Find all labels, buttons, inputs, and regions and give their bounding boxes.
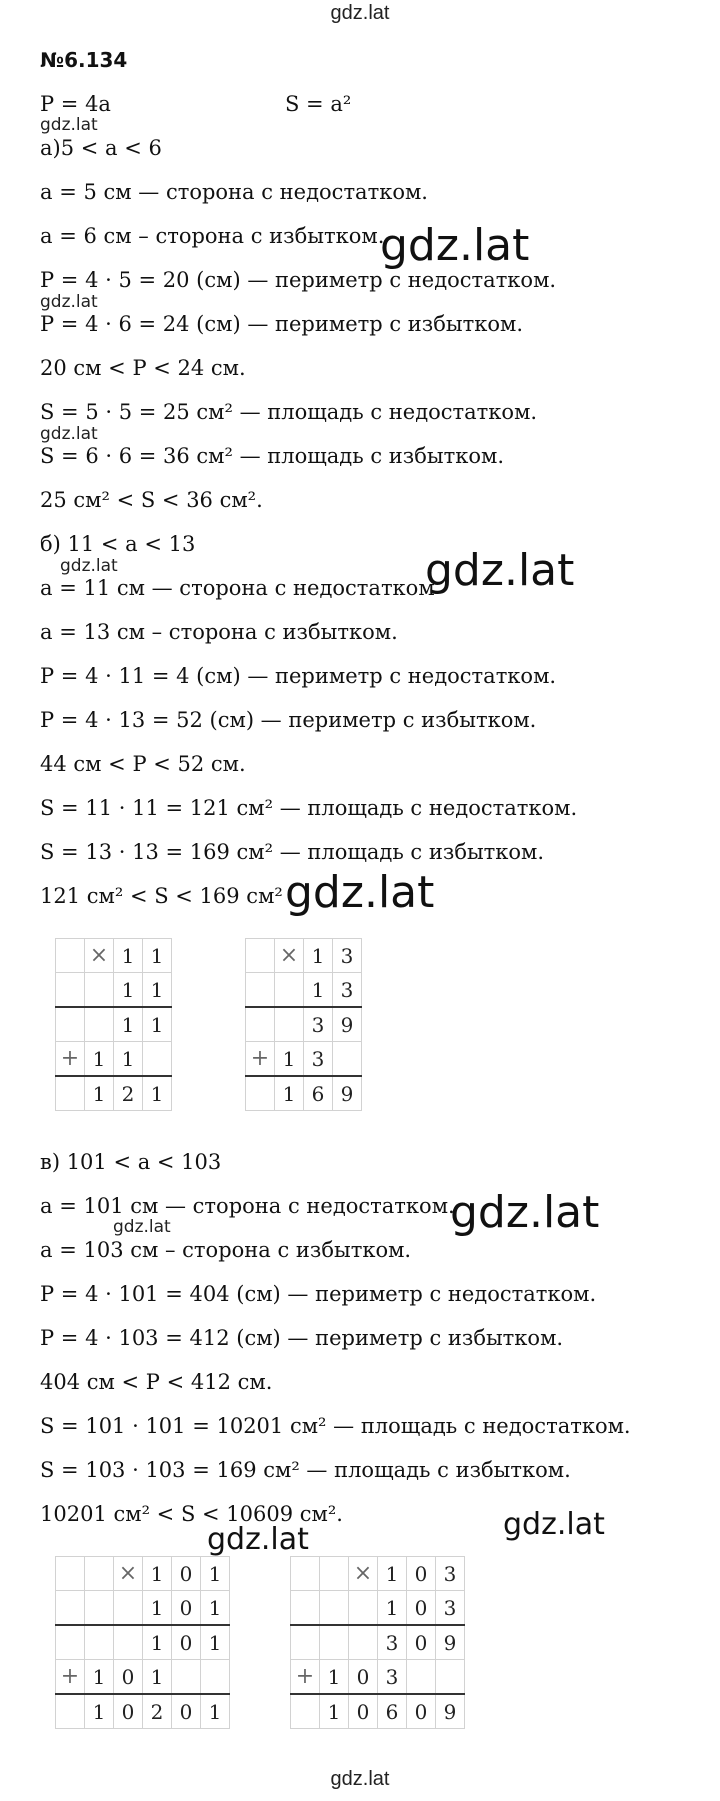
grid-cell: 1 <box>143 1660 172 1695</box>
part-c-line: a = 101 см — сторона с недостатком. <box>40 1194 455 1218</box>
grid-cell <box>56 1007 85 1042</box>
grid-cell: 2 <box>114 1076 143 1111</box>
grid-cell: 1 <box>114 939 143 973</box>
grid-cell <box>291 1557 320 1591</box>
grid-cell <box>320 1591 349 1626</box>
grid-cell <box>85 1591 114 1626</box>
grid-cell: 1 <box>304 939 333 973</box>
watermark: gdz.lat <box>40 292 98 312</box>
grid-cell: 3 <box>333 939 362 973</box>
grid-cell: 1 <box>85 1660 114 1695</box>
part-b-line: a = 13 см – сторона с избытком. <box>40 620 398 644</box>
grid-cell: × <box>114 1557 143 1591</box>
watermark: gdz.lat <box>40 424 98 444</box>
grid-cell: 0 <box>407 1625 436 1660</box>
grid-row <box>56 1694 230 1729</box>
grid-cell: 1 <box>378 1591 407 1626</box>
calc-11x11 <box>55 938 172 1111</box>
part-a-line: S = 6 · 6 = 36 см² — площадь с избытком. <box>40 444 504 468</box>
grid-cell: 1 <box>201 1591 230 1626</box>
grid-cell: 1 <box>85 1042 114 1077</box>
grid-cell: 1 <box>85 1076 114 1111</box>
grid-row <box>56 973 172 1008</box>
grid-row <box>246 1076 362 1111</box>
grid-cell: 2 <box>143 1694 172 1729</box>
grid-cell: 3 <box>304 1042 333 1077</box>
grid-cell: 0 <box>114 1694 143 1729</box>
part-a-line: 20 см < P < 24 см. <box>40 356 246 380</box>
grid-cell: × <box>275 939 304 973</box>
part-c-line: 10201 см² < S < 10609 см². <box>40 1502 343 1526</box>
grid-cell: 3 <box>333 973 362 1008</box>
grid-cell <box>172 1660 201 1695</box>
grid-row <box>56 1007 172 1042</box>
grid-cell: 1 <box>143 1557 172 1591</box>
part-c-line: 404 см < P < 412 см. <box>40 1370 273 1394</box>
grid-cell: 0 <box>172 1591 201 1626</box>
grid-cell: × <box>85 939 114 973</box>
grid-cell: 9 <box>436 1625 465 1660</box>
watermark: gdz.lat <box>40 115 98 135</box>
part-a-line: 25 см² < S < 36 см². <box>40 488 263 512</box>
grid-row <box>56 1557 230 1591</box>
grid-cell: 1 <box>114 973 143 1008</box>
grid-cell: 6 <box>304 1076 333 1111</box>
part-a-header: а)5 < a < 6 <box>40 136 162 160</box>
grid-cell: + <box>56 1660 85 1695</box>
grid-cell: 3 <box>436 1557 465 1591</box>
grid-cell <box>56 1076 85 1111</box>
grid-row <box>291 1591 465 1626</box>
grid-cell: 6 <box>378 1694 407 1729</box>
grid-cell <box>201 1660 230 1695</box>
grid-cell: 1 <box>275 1076 304 1111</box>
part-c-line: P = 4 · 101 = 404 (см) — периметр с недостатком. <box>40 1282 597 1306</box>
grid-cell: 1 <box>304 973 333 1008</box>
part-c-header: в) 101 < a < 103 <box>40 1150 222 1174</box>
grid-cell: 0 <box>172 1625 201 1660</box>
area-formula: S = a² <box>285 92 352 116</box>
watermark: gdz.lat <box>450 1187 600 1238</box>
grid-cell: 1 <box>143 1591 172 1626</box>
grid-row <box>291 1694 465 1729</box>
grid-cell <box>85 973 114 1008</box>
grid-row <box>291 1625 465 1660</box>
grid-cell <box>320 1557 349 1591</box>
part-a-line: a = 5 см — сторона с недостатком. <box>40 180 428 204</box>
part-b-line: P = 4 · 13 = 52 (см) — периметр с избытком. <box>40 708 537 732</box>
grid-cell <box>56 1625 85 1660</box>
part-a-line: S = 5 · 5 = 25 см² — площадь с недостатком. <box>40 400 538 424</box>
grid-cell: 0 <box>407 1591 436 1626</box>
part-c-line: a = 103 см – сторона с избытком. <box>40 1238 412 1262</box>
grid-cell: 1 <box>114 1042 143 1077</box>
part-c-line: S = 101 · 101 = 10201 см² — площадь с недостатком. <box>40 1414 631 1438</box>
grid-row <box>56 1076 172 1111</box>
grid-cell: 1 <box>201 1694 230 1729</box>
grid-row <box>291 1557 465 1591</box>
grid-row <box>56 1042 172 1077</box>
grid-cell: 3 <box>378 1625 407 1660</box>
watermark: gdz.lat <box>425 545 575 596</box>
grid-cell: 1 <box>320 1660 349 1695</box>
part-b-header: б) 11 < a < 13 <box>40 532 196 556</box>
grid-cell: 1 <box>114 1007 143 1042</box>
grid-row <box>56 1591 230 1626</box>
grid-cell <box>349 1591 378 1626</box>
grid-cell <box>349 1625 378 1660</box>
grid-cell <box>143 1042 172 1077</box>
grid-cell <box>85 1007 114 1042</box>
grid-cell: 9 <box>333 1076 362 1111</box>
grid-cell: 1 <box>201 1625 230 1660</box>
grid-cell: 1 <box>378 1557 407 1591</box>
part-a-line: P = 4 · 6 = 24 (см) — периметр с избытком. <box>40 312 523 336</box>
watermark: gdz.lat <box>207 1522 309 1557</box>
grid-cell <box>56 1557 85 1591</box>
grid-cell <box>291 1694 320 1729</box>
grid-cell <box>85 1557 114 1591</box>
grid-cell: 1 <box>85 1694 114 1729</box>
perimeter-formula: P = 4a <box>40 92 111 116</box>
grid-cell: + <box>291 1660 320 1695</box>
grid-cell: 9 <box>436 1694 465 1729</box>
grid-cell: 9 <box>333 1007 362 1042</box>
part-b-line: a = 11 см — сторона с недостатком <box>40 576 435 600</box>
grid-cell: 1 <box>275 1042 304 1077</box>
site-label-top: gdz.lat <box>330 2 390 24</box>
part-b-line: S = 13 · 13 = 169 см² — площадь с избытком. <box>40 840 545 864</box>
grid-cell: + <box>56 1042 85 1077</box>
part-b-line: S = 11 · 11 = 121 см² — площадь с недостатком. <box>40 796 578 820</box>
grid-cell: 1 <box>143 1625 172 1660</box>
grid-cell: 0 <box>172 1557 201 1591</box>
grid-cell <box>85 1625 114 1660</box>
grid-cell <box>333 1042 362 1077</box>
grid-cell: 1 <box>201 1557 230 1591</box>
grid-cell <box>114 1591 143 1626</box>
grid-row <box>246 973 362 1008</box>
grid-cell <box>56 1694 85 1729</box>
grid-cell: 0 <box>349 1660 378 1695</box>
grid-cell <box>407 1660 436 1695</box>
grid-cell <box>246 1007 275 1042</box>
grid-cell <box>275 1007 304 1042</box>
grid-cell: 0 <box>407 1557 436 1591</box>
grid-cell: 1 <box>143 1076 172 1111</box>
grid-cell <box>246 1076 275 1111</box>
grid-row <box>56 1660 230 1695</box>
grid-cell <box>56 939 85 973</box>
part-a-line: P = 4 · 5 = 20 (см) — периметр с недостатком. <box>40 268 557 292</box>
grid-cell <box>275 973 304 1008</box>
grid-cell: 1 <box>143 973 172 1008</box>
grid-cell <box>56 973 85 1008</box>
watermark: gdz.lat <box>113 1217 171 1237</box>
watermark: gdz.lat <box>380 220 530 271</box>
grid-cell: 0 <box>349 1694 378 1729</box>
grid-cell: 0 <box>172 1694 201 1729</box>
part-c-line: P = 4 · 103 = 412 (см) — периметр с избытком. <box>40 1326 564 1350</box>
part-c-line: S = 103 · 103 = 169 см² — площадь с избытком. <box>40 1458 571 1482</box>
grid-cell <box>114 1625 143 1660</box>
calc-101x101 <box>55 1556 230 1729</box>
calc-103x103 <box>290 1556 465 1729</box>
grid-cell: × <box>349 1557 378 1591</box>
part-b-line: P = 4 · 11 = 4 (см) — периметр с недостатком. <box>40 664 557 688</box>
grid-cell <box>291 1625 320 1660</box>
grid-cell: 3 <box>304 1007 333 1042</box>
part-b-line: 121 см² < S < 169 см² <box>40 884 283 908</box>
grid-cell: 1 <box>143 939 172 973</box>
grid-row <box>246 1042 362 1077</box>
grid-row <box>291 1660 465 1695</box>
grid-cell: 0 <box>407 1694 436 1729</box>
grid-cell: 1 <box>320 1694 349 1729</box>
part-a-line: a = 6 см – сторона с избытком. <box>40 224 385 248</box>
grid-cell: 3 <box>436 1591 465 1626</box>
grid-cell <box>436 1660 465 1695</box>
grid-cell <box>56 1591 85 1626</box>
grid-cell: 1 <box>143 1007 172 1042</box>
grid-row <box>246 1007 362 1042</box>
watermark: gdz.lat <box>503 1507 605 1542</box>
grid-cell <box>291 1591 320 1626</box>
task-number: №6.134 <box>40 48 128 72</box>
grid-cell <box>246 939 275 973</box>
grid-row <box>246 939 362 973</box>
grid-cell: + <box>246 1042 275 1077</box>
grid-cell <box>246 973 275 1008</box>
grid-cell: 3 <box>378 1660 407 1695</box>
grid-row <box>56 939 172 973</box>
grid-row <box>56 1625 230 1660</box>
grid-cell: 0 <box>114 1660 143 1695</box>
part-b-line: 44 см < P < 52 см. <box>40 752 246 776</box>
watermark: gdz.lat <box>285 867 435 918</box>
site-label-bottom: gdz.lat <box>330 1768 390 1790</box>
grid-cell <box>320 1625 349 1660</box>
watermark: gdz.lat <box>60 556 118 576</box>
calc-13x13 <box>245 938 362 1111</box>
